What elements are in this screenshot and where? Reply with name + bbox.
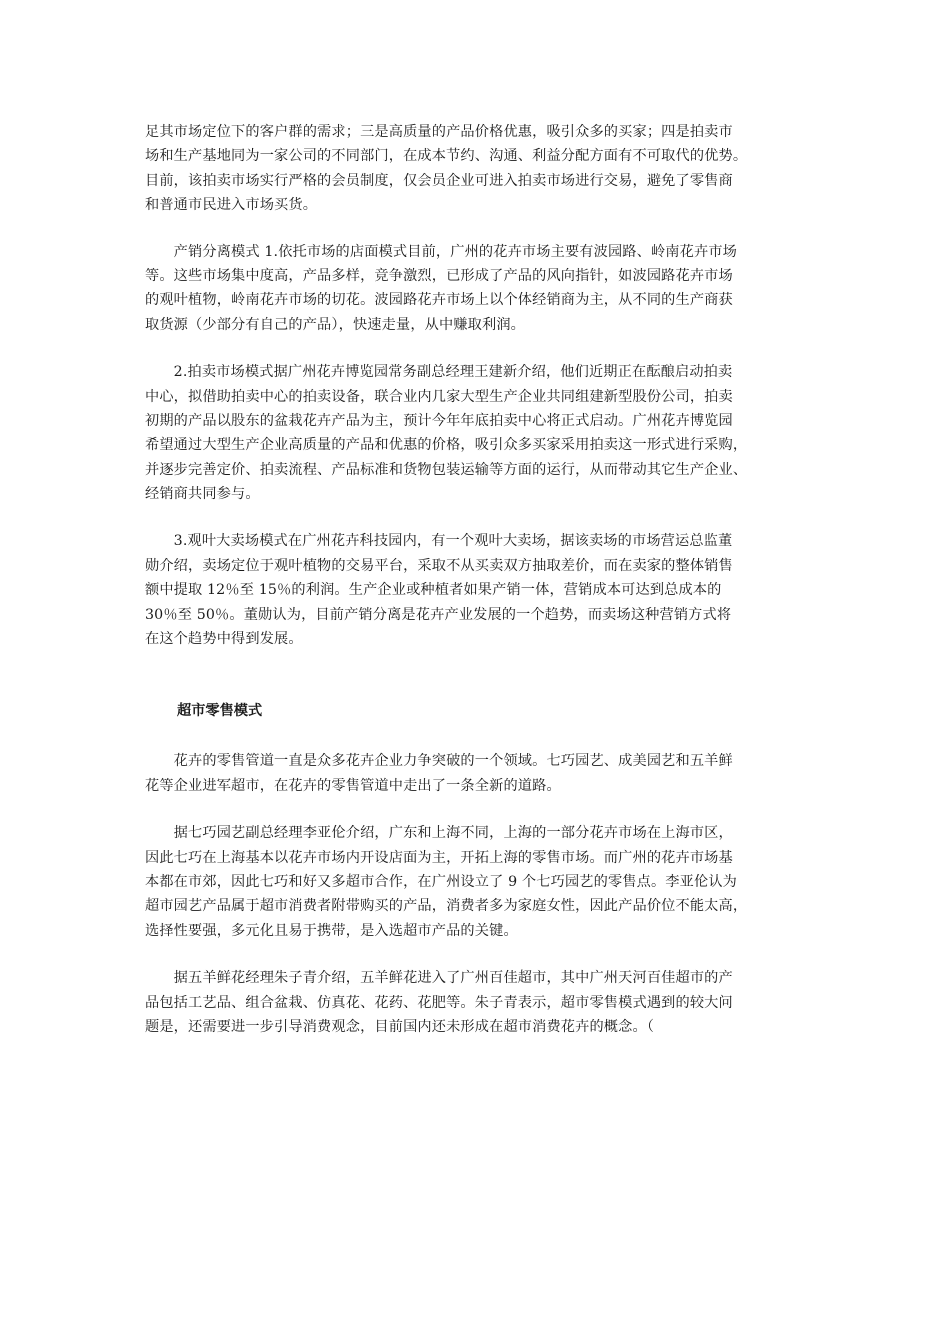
text-line: 据五羊鲜花经理朱子青介绍，五羊鲜花进入了广州百佳超市，其中广州天河百佳超市的产 [145,970,733,987]
text-line: 的观叶植物，岭南花卉市场的切花。波园路花卉市场上以个体经销商为主，从不同的生产商获 [145,292,733,309]
text-line: 题是，还需要进一步引导消费观念，目前国内还未形成在超市消费花卉的概念。（ [145,1018,655,1035]
text-line: 场和生产基地同为一家公司的不同部门，在成本节约、沟通、利益分配方面有不可取代的优势。 [145,148,748,165]
text-line: 2.拍卖市场模式据广州花卉博览园常务副总经理王建新介绍，他们近期正在酝酿启动拍卖 [145,364,733,381]
text-line: 30％至 50％。董勋认为，目前产销分离是花卉产业发展的一个趋势，而卖场这种营销方式将 [145,606,732,623]
text-line: 目前，该拍卖市场实行严格的会员制度，仅会员企业可进入拍卖市场进行交易，避免了零售商 [145,172,733,189]
text-line: 中心，拟借助拍卖中心的拍卖设备，联合业内几家大型生产企业共同组建新型股份公司，拍卖 [145,388,733,405]
text-line: 品包括工艺品、组合盆栽、仿真花、花药、花肥等。朱子青表示，超市零售模式遇到的较大问 [145,994,733,1011]
text-line: 因此七巧在上海基本以花卉市场内开设店面为主，开拓上海的零售市场。而广州的花卉市场基 [145,849,733,866]
text-line: 初期的产品以股东的盆栽花卉产品为主，预计今年年底拍卖中心将正式启动。广州花卉博览园 [145,412,733,429]
text-line: 超市园艺产品属于超市消费者附带购买的产品，消费者多为家庭女性，因此产品价位不能太高， [145,898,748,915]
paragraph [145,966,810,1039]
paragraph [145,360,810,506]
text-line: 取货源（少部分有自己的产品），快速走量，从中赚取利润。 [145,316,526,333]
text-line: 足其市场定位下的客户群的需求；三是高质量的产品价格优惠，吸引众多的买家；四是拍卖市 [145,124,733,140]
paragraph [145,749,810,798]
text-line: 在这个趋势中得到发展。 [145,631,303,648]
text-line: 产销分离模式 1.依托市场的店面模式目前，广州的花卉市场主要有波园路、岭南花卉市场 [145,243,737,260]
text-line: 据七巧园艺副总经理李亚伦介绍，广东和上海不同，上海的一部分花卉市场在上海市区， [145,825,733,842]
text-line: 经销商共同参与。 [145,486,260,503]
text-line: 本都在市郊，因此七巧和好又多超市合作，在广州设立了 9 个七巧园艺的零售点。李亚伦认为 [145,873,737,890]
text-line: 等。这些市场集中度高，产品多样，竞争激烈，已形成了产品的风向指针，如波园路花卉市场 [145,267,733,284]
paragraph [145,240,810,338]
text-line: 额中提取 12％至 15％的利润。生产企业或种植者如果产销一体，营销成本可达到总成本的 [145,582,722,599]
paragraph [145,120,810,218]
text-line: 3.观叶大卖场模式在广州花卉科技园内，有一个观叶大卖场，据该卖场的市场营运总监董 [145,533,733,550]
text-line: 选择性要强，多元化且易于携带，是入选超市产品的关键。 [145,922,518,939]
text-line: 并逐步完善定价、拍卖流程、产品标准和货物包装运输等方面的运行，从而带动其它生产企业、 [145,461,748,478]
section-heading: 超市零售模式 [177,703,263,720]
text-line: 和普通市民进入市场买货。 [145,197,318,214]
text-line: 花等企业进军超市，在花卉的零售管道中走出了一条全新的道路。 [145,777,561,794]
text-line: 勋介绍，卖场定位于观叶植物的交易平台，采取不从买卖双方抽取差价，而在卖家的整体销售 [145,557,733,574]
paragraph [145,821,810,943]
text-line: 希望通过大型生产企业高质量的产品和优惠的价格，吸引众多买家采用拍卖这一形式进行采购， [145,437,748,454]
document-page [145,120,810,1062]
text-line: 花卉的零售管道一直是众多花卉企业力争突破的一个领域。七巧园艺、成美园艺和五羊鲜 [145,753,733,770]
paragraph [145,529,810,651]
